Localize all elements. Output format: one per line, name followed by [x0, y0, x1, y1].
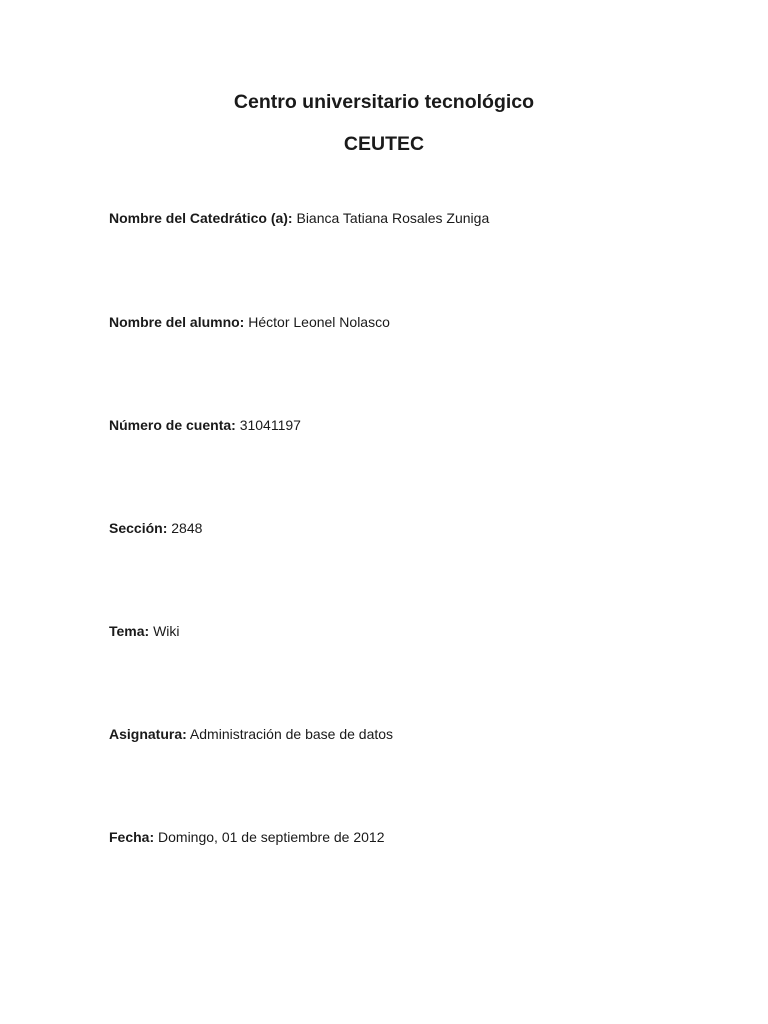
field-asignatura	[109, 727, 393, 741]
field-label: Nombre del alumno:	[109, 314, 245, 330]
field-label: Nombre del Catedrático (a):	[109, 210, 293, 226]
field-value: Administración de base de datos	[189, 726, 394, 742]
field-label: Tema:	[109, 623, 150, 639]
field-seccion	[109, 521, 202, 535]
field-alumno	[109, 315, 390, 329]
field-label: Fecha:	[109, 829, 155, 845]
field-tema	[109, 624, 180, 638]
field-catedratico	[109, 211, 489, 225]
field-numero-cuenta	[109, 418, 301, 432]
field-label: Número de cuenta:	[109, 417, 236, 433]
field-label: Asignatura:	[109, 726, 187, 742]
field-label: Sección:	[109, 520, 168, 536]
institution-title: Centro universitario tecnológico	[233, 91, 535, 113]
field-value: Wiki	[153, 623, 180, 639]
field-fecha	[109, 830, 385, 844]
field-value: Bianca Tatiana Rosales Zuniga	[296, 210, 490, 226]
field-value: 2848	[171, 520, 203, 536]
institution-acronym: CEUTEC	[343, 133, 425, 155]
field-value: Domingo, 01 de septiembre de 2012	[158, 829, 385, 845]
field-value: Héctor Leonel Nolasco	[248, 314, 390, 330]
field-value: 31041197	[239, 417, 301, 433]
